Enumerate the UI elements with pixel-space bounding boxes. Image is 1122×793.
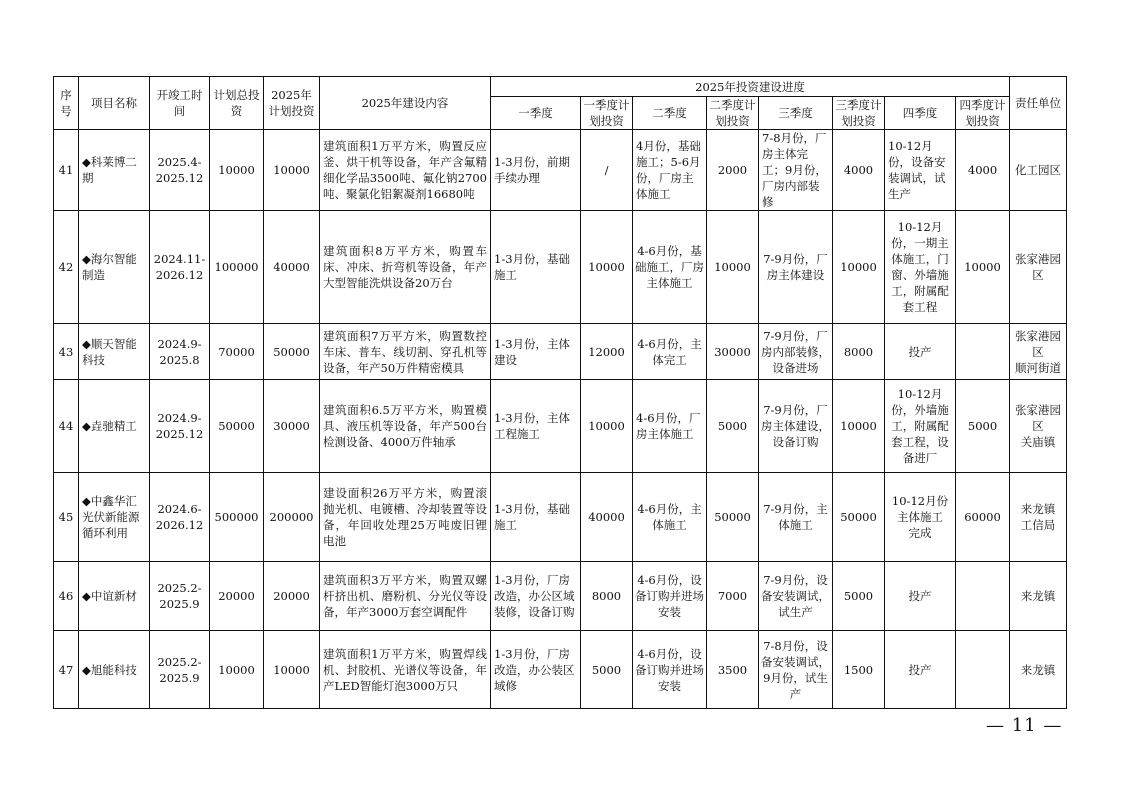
- table-row: [54, 473, 1067, 562]
- cell-project-name: ◆中谊新材: [79, 562, 150, 631]
- cell-content: 建筑面积1万平方米，购置反应釜、烘干机等设备，年产含氟精细化学品3500吨、氟化钠2700吨、聚氯化铝絮凝剂16680吨: [320, 130, 491, 211]
- cell-q4-investment: 10000: [956, 211, 1010, 324]
- cell-period: 2024.9- 2025.8: [150, 324, 210, 380]
- cell-seq: 42: [54, 211, 79, 324]
- cell-q1-investment: 10000: [581, 211, 633, 324]
- cell-q2: 4-6月份，主体施工: [633, 473, 707, 562]
- cell-project-name: ◆垚驰精工: [79, 380, 150, 473]
- cell-total: 50000: [210, 380, 264, 473]
- cell-q2: 4-6月份，设备订购并进场安装: [633, 562, 707, 631]
- header-q1: 一季度: [491, 97, 581, 130]
- cell-responsible-unit: 来龙镇: [1010, 562, 1067, 631]
- cell-q2-investment: 10000: [707, 211, 759, 324]
- cell-q2: 4-6月份，厂房主体施工: [633, 380, 707, 473]
- cell-q1-investment: 5000: [581, 631, 633, 709]
- cell-q2: 4-6月份，主体完工: [633, 324, 707, 380]
- cell-q4: 投产: [885, 324, 956, 380]
- cell-q3-investment: 5000: [833, 562, 885, 631]
- table-row: [54, 380, 1067, 473]
- cell-q2-investment: 50000: [707, 473, 759, 562]
- header-2025-content: 2025年建设内容: [320, 77, 491, 130]
- cell-total: 500000: [210, 473, 264, 562]
- cell-plan2025: 10000: [264, 130, 320, 211]
- cell-q2-investment: 3500: [707, 631, 759, 709]
- header-seq: 序号: [54, 77, 79, 130]
- cell-period: 2024.11- 2026.12: [150, 211, 210, 324]
- cell-total: 10000: [210, 130, 264, 211]
- header-q3-investment: 三季度计划投资: [833, 97, 885, 130]
- cell-project-name: ◆顺天智能科技: [79, 324, 150, 380]
- header-period: 开竣工时间: [150, 77, 210, 130]
- cell-q4-investment: [956, 631, 1010, 709]
- table-row: [54, 562, 1067, 631]
- cell-project-name: ◆中鑫华汇光伏新能源循环利用: [79, 473, 150, 562]
- cell-content: 建筑面积6.5万平方米，购置模具、液压机等设备，年产500台检测设备、4000万件轴承: [320, 380, 491, 473]
- cell-plan2025: 10000: [264, 631, 320, 709]
- cell-q1-investment: /: [581, 130, 633, 211]
- cell-plan2025: 50000: [264, 324, 320, 380]
- cell-q3: 7-8月份，设备安装调试，9月份，试生产: [759, 631, 833, 709]
- cell-q4-investment: 5000: [956, 380, 1010, 473]
- cell-content: 建筑面积8万平方米，购置车床、冲床、折弯机等设备，年产大型智能洗烘设备20万台: [320, 211, 491, 324]
- cell-q4: 投产: [885, 631, 956, 709]
- cell-project-name: ◆旭能科技: [79, 631, 150, 709]
- cell-project-name: ◆科莱博二期: [79, 130, 150, 211]
- cell-q4-investment: 60000: [956, 473, 1010, 562]
- cell-q1: 1-3月份，基础施工: [491, 211, 581, 324]
- cell-q4: 10-12月份，设备安装调试，试生产: [885, 130, 956, 211]
- table-row: [54, 130, 1067, 211]
- cell-q4: 10-12月份 主体施工 完成: [885, 473, 956, 562]
- header-total-investment: 计划总投资: [210, 77, 264, 130]
- cell-q1: 1-3月份，前期手续办理: [491, 130, 581, 211]
- cell-responsible-unit: 化工园区: [1010, 130, 1067, 211]
- header-progress-group: 2025年投资建设进度: [491, 77, 1010, 97]
- cell-q1-investment: 40000: [581, 473, 633, 562]
- cell-responsible-unit: 来龙镇 工信局: [1010, 473, 1067, 562]
- cell-q1: 1-3月份，主体建设: [491, 324, 581, 380]
- cell-q3: 7-9月份，厂房主体建设: [759, 211, 833, 324]
- cell-period: 2025.2- 2025.9: [150, 562, 210, 631]
- cell-total: 100000: [210, 211, 264, 324]
- cell-seq: 45: [54, 473, 79, 562]
- cell-q1: 1-3月份，主体工程施工: [491, 380, 581, 473]
- cell-q2-investment: 2000: [707, 130, 759, 211]
- cell-responsible-unit: 来龙镇: [1010, 631, 1067, 709]
- cell-q4-investment: [956, 562, 1010, 631]
- cell-period: 2024.6- 2026.12: [150, 473, 210, 562]
- header-q2: 二季度: [633, 97, 707, 130]
- cell-q3-investment: 8000: [833, 324, 885, 380]
- cell-content: 建筑面积7万平方米，购置数控车床、普车、线切割、穿孔机等设备，年产50万件精密模具: [320, 324, 491, 380]
- table-row: [54, 324, 1067, 380]
- cell-q3: 7-9月份，主体施工: [759, 473, 833, 562]
- header-q2-investment: 二季度计划投资: [707, 97, 759, 130]
- cell-total: 10000: [210, 631, 264, 709]
- cell-period: 2024.9- 2025.12: [150, 380, 210, 473]
- header-responsible-unit: 责任单位: [1010, 77, 1067, 130]
- cell-period: 2025.2- 2025.9: [150, 631, 210, 709]
- cell-responsible-unit: 张家港园区 顺河街道: [1010, 324, 1067, 380]
- cell-q3-investment: 50000: [833, 473, 885, 562]
- cell-seq: 41: [54, 130, 79, 211]
- cell-total: 70000: [210, 324, 264, 380]
- header-2025-plan-investment: 2025年计划投资: [264, 77, 320, 130]
- cell-q3-investment: 10000: [833, 380, 885, 473]
- cell-q4: 投产: [885, 562, 956, 631]
- cell-seq: 44: [54, 380, 79, 473]
- cell-q1-investment: 12000: [581, 324, 633, 380]
- cell-q1-investment: 8000: [581, 562, 633, 631]
- cell-total: 20000: [210, 562, 264, 631]
- cell-project-name: ◆海尔智能制造: [79, 211, 150, 324]
- cell-q2: 4月份，基础施工；5-6月份，厂房主体施工: [633, 130, 707, 211]
- table-row: [54, 631, 1067, 709]
- cell-q3-investment: 1500: [833, 631, 885, 709]
- cell-q2: 4-6月份，基础施工，厂房主体施工: [633, 211, 707, 324]
- cell-responsible-unit: 张家港园区: [1010, 211, 1067, 324]
- cell-q2-investment: 5000: [707, 380, 759, 473]
- cell-q1-investment: 10000: [581, 380, 633, 473]
- cell-q3: 7-8月份，厂房主体完工；9月份，厂房内部装修: [759, 130, 833, 211]
- cell-q1: 1-3月份，厂房改造，办公装区域修: [491, 631, 581, 709]
- cell-q3: 7-9月份，厂房主体建设，设备订购: [759, 380, 833, 473]
- cell-responsible-unit: 张家港园区 关庙镇: [1010, 380, 1067, 473]
- cell-plan2025: 20000: [264, 562, 320, 631]
- cell-q1: 1-3月份，基础施工: [491, 473, 581, 562]
- cell-q2-investment: 7000: [707, 562, 759, 631]
- header-project-name: 项目名称: [79, 77, 150, 130]
- table-row: [54, 211, 1067, 324]
- cell-q4: 10-12月份，一期主体施工，门窗、外墙施工，附属配套工程: [885, 211, 956, 324]
- cell-q2: 4-6月份，设备订购并进场安装: [633, 631, 707, 709]
- cell-seq: 43: [54, 324, 79, 380]
- cell-q3-investment: 10000: [833, 211, 885, 324]
- project-investment-table: [53, 76, 1067, 709]
- cell-q4-investment: [956, 324, 1010, 380]
- cell-q4-investment: 4000: [956, 130, 1010, 211]
- cell-period: 2025.4- 2025.12: [150, 130, 210, 211]
- header-q1-investment: 一季度计划投资: [581, 97, 633, 130]
- cell-plan2025: 40000: [264, 211, 320, 324]
- cell-q1: 1-3月份，厂房改造，办公区域装修，设备订购: [491, 562, 581, 631]
- cell-seq: 46: [54, 562, 79, 631]
- cell-seq: 47: [54, 631, 79, 709]
- cell-q3-investment: 4000: [833, 130, 885, 211]
- cell-plan2025: 200000: [264, 473, 320, 562]
- header-q4: 四季度: [885, 97, 956, 130]
- cell-q4: 10-12月份，外墙施工，附属配套工程，设备进厂: [885, 380, 956, 473]
- cell-q3: 7-9月份，厂房内部装修，设备进场: [759, 324, 833, 380]
- cell-plan2025: 30000: [264, 380, 320, 473]
- cell-content: 建设面积26万平方米，购置滚抛光机、电镀槽、冷却装置等设备，年回收处理25万吨废旧锂电池: [320, 473, 491, 562]
- cell-content: 建筑面积3万平方米，购置双螺杆挤出机、磨粉机、分光仪等设备，年产3000万套空调配件: [320, 562, 491, 631]
- cell-content: 建筑面积1万平方米，购置焊线机、封胶机、光谱仪等设备，年产LED智能灯泡3000万只: [320, 631, 491, 709]
- project-table-container: [53, 76, 1065, 709]
- header-q3: 三季度: [759, 97, 833, 130]
- header-q4-investment: 四季度计划投资: [956, 97, 1010, 130]
- cell-q3: 7-9月份，设备安装调试，试生产: [759, 562, 833, 631]
- cell-q2-investment: 30000: [707, 324, 759, 380]
- page-number: — 11 —: [986, 715, 1063, 736]
